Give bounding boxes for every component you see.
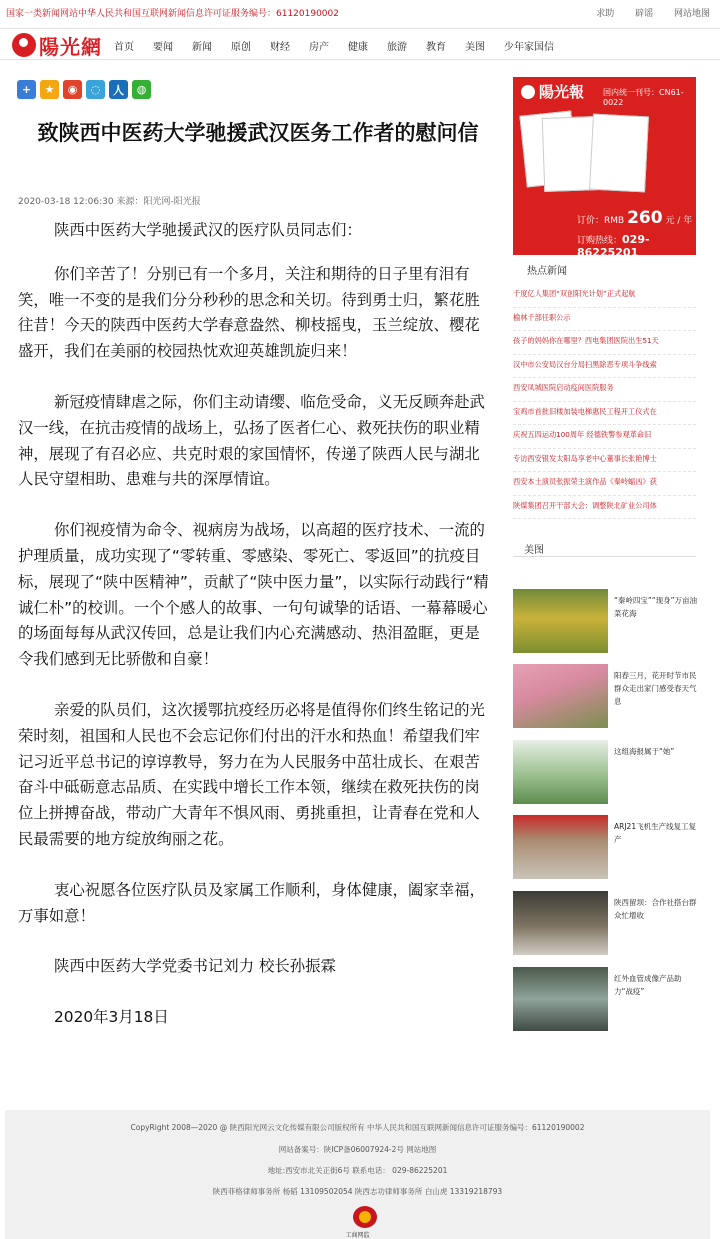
spring-blossom-photo [513,664,608,728]
list-item[interactable]: 孩子的妈妈你在哪里？西电集团医院出生51天 [513,331,696,355]
gallery-item[interactable] [513,664,696,728]
newspaper-subscription-ad[interactable] [513,77,696,259]
gallery-caption: 这组海报属于“她” [614,747,675,756]
sun-logo-icon [12,33,36,57]
divider [513,556,696,557]
sitemap-link[interactable]: 网站地图 [673,9,710,19]
site-tagline: 国家一类新闻网站 [6,9,79,19]
ad-paper-name: 陽光報 [539,83,585,101]
list-item[interactable]: 宝鸡市首批旧楼加装电梯惠民工程开工仪式在 [513,402,696,426]
commerce-emblem-icon[interactable] [353,1206,377,1228]
infrared-device-photo [513,967,608,1031]
nav-item-health[interactable]: 健康 [348,41,368,53]
list-item[interactable]: 专访西安银发太阳岛享老中心董事长张艳博士 [513,449,696,473]
footer-lawyers: 陕西菲格律师事务所 杨韬 13109502054 陕西志功律师事务所 白山虎 13319218793 [212,1187,503,1196]
share-plus-icon[interactable]: + [17,80,36,99]
article-paragraph: 亲爱的队员们，这次援鄂抗疫经历必将是值得你们终生铭记的光荣时刻，祖国和人民也不会忘记你们付出的汗水和热血！希望我们牢记习近平总书记的谆谆教导，努力在为人民服务中茁壮成长、在艰苦奋斗中砥砺意志品质、在实践中增长工作本领，继续在救死扶伤的岗位上拼搏奋战，带动广大青年不惧风雨、勇挑重担，让青春在党和人民最需要的地方绽放绚丽之花。 [18,700,485,848]
nav-item-headlines[interactable]: 要闻 [153,41,173,53]
nav-item-home[interactable]: 首页 [114,41,134,53]
top-bar [0,0,720,28]
list-item[interactable]: 庆祝五四运动100周年 经德铁警参观革命旧 [513,425,696,449]
rapeseed-field-photo [513,589,608,653]
article-title: 致陕西中医药大学驰援武汉医务工作者的慰问信 [37,121,479,145]
article-paragraph: 新冠疫情肆虐之际，你们主动请缨、临危受命，义无反顾奔赴武汉一线，在抗击疫情的战场上，弘扬了医者仁心、救死扶伤的职业精神，展现了有召必应、共克时艰的家国情怀，传递了陕西人民与湖北人民守望相助、患难与共的深厚情谊。 [18,392,485,489]
nav-menu [114,29,573,61]
nav-item-travel[interactable]: 旅游 [387,41,407,53]
sun-logo-icon [521,85,535,99]
nav-item-news[interactable]: 新闻 [192,41,212,53]
footer-copyright: CopyRight 2008—2020 @ 陕西阳光网云文化传媒有限公司版权所有 中华人民共和国互联网新闻信息许可证服务编号：61120190002 [130,1123,585,1132]
article-signature: 陕西中医药大学党委书记刘力 校长孙振霖 [54,957,336,976]
top-links [578,0,710,28]
emblem-label: 工商网监 [345,1232,370,1239]
share-bar [17,80,155,99]
article-meta: 2020-03-18 12:06:30 来源：阳光网-阳光报 [18,197,201,207]
nav-item-finance[interactable]: 财经 [270,41,290,53]
tencent-weibo-icon[interactable]: ◌ [86,80,105,99]
site-logo[interactable] [12,32,102,58]
gallery-heading: 美图 [524,545,544,556]
ad-price: 订价：RMB 260 元 / 年 [577,208,693,228]
list-item[interactable]: 榆林千部任职公示 [513,308,696,332]
article-body [18,218,495,1056]
renren-icon[interactable]: 人 [109,80,128,99]
newspaper-image [589,114,649,193]
gallery-item[interactable] [513,589,696,653]
list-item[interactable]: 汉中市公安局汉台分局扫黑除恶专项斗争线索 [513,355,696,379]
hot-news-heading: 热点新闻 [527,266,567,277]
list-item[interactable]: 西安本土演员张振荣主演作品《秦岭蝠凶》获 [513,472,696,496]
ad-cn-number: 国内统一刊号：CN61-0022 [603,88,684,107]
article-paragraph: 你们视疫情为命令、视病房为战场，以高超的医疗技术、一流的护理质量，成功实现了“零转重、零感染、零死亡、零返回”的抗疫目标，展现了“陕中医精神”，贡献了“陕中医力量”，以实际行动践行“精诚仁朴”的校训。一个个感人的故事、一句句诚挚的话语、一幕幕暖心的场面每每从武汉传回，总是让我们内心充满感动、热泪盈眶，更是令我们感到无比骄傲和自豪！ [18,521,489,669]
gallery-caption: 红外血管成像产品助力“战疫” [614,974,682,996]
rumor-link[interactable]: 辟谣 [635,9,654,19]
logo-text: 陽光網 [39,34,102,59]
nav-item-education[interactable]: 教育 [426,41,446,53]
gallery-item[interactable] [513,967,696,1031]
gallery-caption: “秦岭四宝”“现身”万亩油菜花海 [614,596,698,618]
help-link[interactable]: 求助 [596,9,615,19]
article-paragraph: 衷心祝愿各位医疗队员及家属工作顺利，身体健康，阖家幸福，万事如意！ [18,880,485,925]
hot-news-list [513,284,696,519]
gallery-item[interactable] [513,815,696,879]
aircraft-factory-photo [513,815,608,879]
cooperative-workers-photo [513,891,608,955]
article-greeting: 陕西中医药大学驰援武汉的医疗队员同志们： [54,221,362,239]
wechat-icon[interactable]: ◍ [132,80,151,99]
list-item[interactable]: 千度亿人集团“双创阳光计划”正式起航 [513,284,696,308]
article-date: 2020年3月18日 [54,1008,169,1027]
nav-item-gallery[interactable]: 美图 [465,41,485,53]
main-nav-bar [0,28,720,60]
gallery-caption: ARJ21飞机生产线复工复产 [614,822,697,844]
nav-item-property[interactable]: 房产 [309,41,329,53]
ad-hotline: 订购热线：029-86225201 [577,233,650,259]
list-item[interactable]: 西安凤城医院启动疫间医院服务 [513,378,696,402]
license-text: 中华人民共和国互联网新闻信息许可证服务编号：61120190002 [78,9,339,19]
gallery-caption: 陕西留坝：合作社搭台群众忙增收 [614,898,697,920]
site-footer [5,1110,710,1239]
nav-item-youth[interactable]: 少年家国信 [504,41,554,53]
article-paragraph: 你们辛苦了！分别已有一个多月，关注和期待的日子里有泪有笑，唯一不变的是我们分分秒秒的思念和关切。待到勇士归，繁花胜往昔！今天的陕西中医药大学春意盎然、柳枝摇曳，玉兰绽放、樱花盛开，我们在美丽的校园热忱欢迎英雄凯旋归来！ [18,264,480,361]
list-item[interactable]: 陕煤集团召开干部大会：调整陕北矿业公司体 [513,496,696,520]
poster-photo [513,740,608,804]
footer-icp[interactable]: 网站备案号：陕ICP备06007924-2号 网站地图 [278,1145,437,1154]
nav-item-original[interactable]: 原创 [231,41,251,53]
gallery-caption: 阳春三月，花开时节市民群众走出家门感受春天气息 [614,671,697,706]
weibo-icon[interactable]: ◉ [63,80,82,99]
gallery-item[interactable] [513,740,696,804]
qzone-star-icon[interactable]: ★ [40,80,59,99]
footer-address: 地址:西安市北关正街6号 联系电话： 029-86225201 [267,1166,448,1175]
gallery-item[interactable] [513,891,696,955]
